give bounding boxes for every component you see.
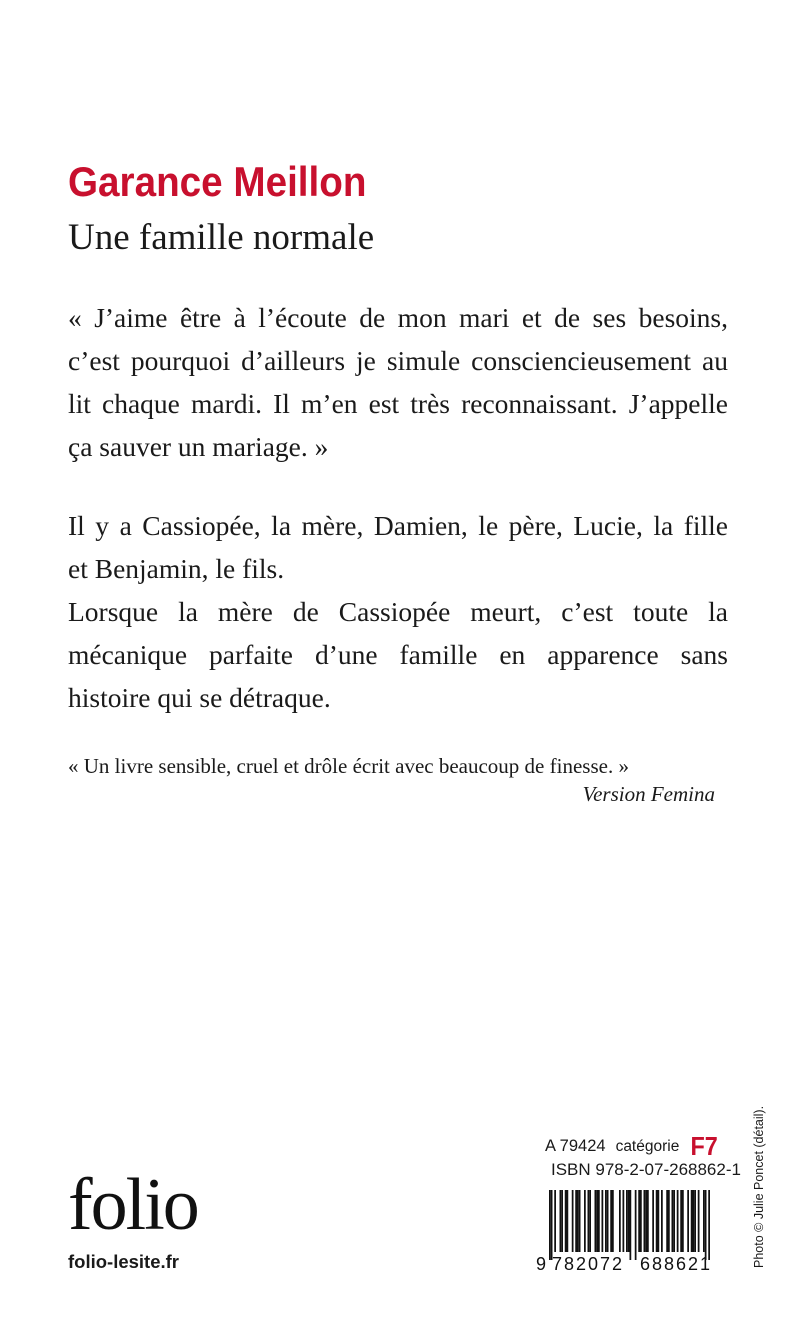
barcode-bar (661, 1190, 663, 1252)
barcode-bar (672, 1190, 674, 1252)
barcode-bar (635, 1190, 637, 1260)
barcode-bar (595, 1190, 597, 1252)
barcode-bar (602, 1190, 604, 1252)
barcode-bar (647, 1190, 649, 1252)
description-line: Lorsque la mère de Cassiopée meurt, c’est toute la (68, 596, 728, 627)
book-title: Une famille normale (68, 217, 375, 258)
barcode-bar (551, 1190, 553, 1260)
barcode-bar (668, 1190, 670, 1252)
book-description (68, 504, 728, 719)
press-review-source: Version Femina (582, 782, 715, 806)
barcode-bar (610, 1190, 612, 1252)
barcode-bar (560, 1190, 562, 1252)
author-name: Garance Meillon (68, 158, 367, 205)
barcode-bar (656, 1190, 658, 1252)
barcode-bar (638, 1190, 640, 1252)
description-line: mécanique parfaite d’une famille en apparence sans (68, 639, 728, 670)
quote-line: « J’aime être à l’écoute de mon mari et de ses besoins, (68, 302, 728, 333)
barcode-bar (644, 1190, 646, 1252)
barcode-bar (605, 1190, 607, 1252)
barcode-bar (680, 1190, 682, 1252)
barcode-bar (561, 1190, 563, 1252)
barcode-bar (628, 1190, 630, 1252)
barcode-bar (596, 1190, 598, 1252)
excerpt-quote (68, 296, 728, 468)
barcode-bar (567, 1190, 569, 1252)
barcode-bar (703, 1190, 705, 1252)
barcode-bars (549, 1190, 710, 1260)
barcode-bar (579, 1190, 581, 1252)
barcode-bar (677, 1190, 679, 1252)
barcode-bar (708, 1190, 710, 1260)
barcode-first-digit: 9 (536, 1254, 547, 1272)
barcode (536, 1190, 720, 1272)
barcode-bar (554, 1190, 556, 1252)
barcode-bar (612, 1190, 614, 1252)
publisher-website: folio-lesite.fr (68, 1251, 180, 1272)
barcode-bar (623, 1190, 625, 1252)
barcode-bar (694, 1190, 696, 1252)
barcode-bar (693, 1190, 695, 1252)
isbn: ISBN 978-2-07-268862-1 (551, 1160, 741, 1179)
barcode-bar (577, 1190, 579, 1252)
barcode-bar (645, 1190, 647, 1252)
barcode-left-digits: 782072 (551, 1254, 625, 1272)
barcode-bar (698, 1190, 700, 1252)
barcode-bar (619, 1190, 621, 1252)
quote-line: c’est pourquoi d’ailleurs je simule consciencieusement au (68, 345, 728, 376)
quote-line: lit chaque mardi. Il m’en est très reconnaissant. J’appelle (68, 388, 728, 419)
description-line: histoire qui se détraque. (68, 682, 331, 713)
barcode-bar (584, 1190, 586, 1252)
barcode-bar (607, 1190, 609, 1252)
barcode-bar (589, 1190, 591, 1252)
barcode-bar (687, 1190, 689, 1252)
press-review: « Un livre sensible, cruel et drôle écrit avec beaucoup de finesse. » (68, 754, 629, 778)
barcode-bar (682, 1190, 684, 1252)
barcode-bar (640, 1190, 642, 1252)
category-label: catégorie (615, 1137, 680, 1155)
barcode-bar (673, 1190, 675, 1252)
barcode-bar (652, 1190, 654, 1252)
description-line: et Benjamin, le fils. (68, 553, 285, 584)
barcode-bar (588, 1190, 590, 1252)
photo-credit-text: Photo © Julie Poncet (détail). (752, 1105, 766, 1268)
barcode-right-digits: 688621 (639, 1254, 713, 1272)
barcode-bar (575, 1190, 577, 1252)
barcode-bar (565, 1190, 567, 1252)
barcode-bar (572, 1190, 574, 1252)
barcode-bar (691, 1190, 693, 1252)
barcode-bar (598, 1190, 600, 1252)
price-category: F7 (690, 1131, 719, 1161)
barcode-bar (666, 1190, 668, 1252)
barcode-bar (658, 1190, 660, 1252)
description-line: Il y a Cassiopée, la mère, Damien, le père, Lucie, la fille (68, 510, 728, 541)
reference-line (537, 1131, 717, 1162)
quote-line: ça sauver un mariage. » (68, 431, 329, 462)
barcode-bar (630, 1190, 632, 1260)
barcode-bar (549, 1190, 551, 1260)
folio-logo: folio (68, 1164, 198, 1246)
reference-code: A 79424 (545, 1137, 606, 1155)
photo-credit (752, 1105, 768, 1268)
barcode-bar (626, 1190, 628, 1252)
barcode-bar (705, 1190, 707, 1260)
